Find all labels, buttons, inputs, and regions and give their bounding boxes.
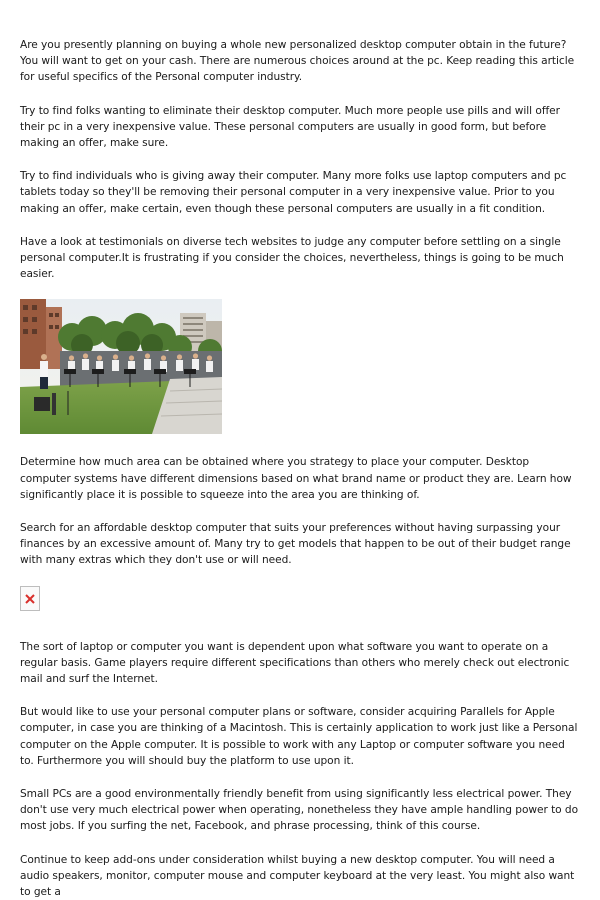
outdoor-band-concert-photo (20, 299, 222, 434)
paragraph: Small PCs are a good environmentally friendly benefit from using significantly less electrical power. They don't use very much electrical power when operating, nonetheless they have ample handling power to do most jobs. If you surfing the net, Facebook, and phrase processing, think of this course. (20, 788, 579, 833)
paragraph: Try to find individuals who is giving away their computer. Many more folks use laptop computers and pc tablets today so they'll be removing their personal computer in a very inexpensive value. Prior to you making an offer, make certain, even though these personal computers are usually in a fit condition. (20, 170, 567, 215)
paragraph: Try to find folks wanting to eliminate their desktop computer. Much more people use pills and will offer their pc in a very inexpensive value. These personal computers are usually in good form, but before making an offer, make sure. (20, 104, 560, 150)
paragraph: Are you presently planning on buying a whole new personalized desktop computer obtain in the future? You will want to get on your cash. There are numerous choices around at the pc. Keep reading this article for useful specifics of the Personal computer industry. (20, 39, 575, 84)
paragraph: Continue to keep add-ons under consideration whilst buying a new desktop computer. You will need a audio speakers, monitor, computer mouse and computer keyboard at the very least. You might also want to get a (20, 853, 575, 899)
paragraph: Have a look at testimonials on diverse tech websites to judge any computer before settling on a single personal computer.It is frustrating if you consider the choices, nevertheless, things is going to be much easier. (20, 235, 564, 281)
paragraph: The sort of laptop or computer you want is dependent upon what software you want to operate on a regular basis. Game players require different specifications than others who merely check out electronic mail and surf the Internet. (20, 640, 570, 686)
paragraph: But would like to use your personal computer plans or software, consider acquiring Parallels for Apple computer, in case you are thinking of a Macintosh. This is certainly application to work just like a Personal computer on the Apple computer. It is possible to work with any Laptop or computer software you need to. Furthermore you will should buy the platform to use upon it. (20, 706, 578, 767)
broken-image-icon (20, 586, 40, 611)
paragraph: Determine how much area can be obtained where you strategy to place your computer. Desktop computer systems have different dimensions based on what brand name or product they are. Learn how significantly place it is possible to squeeze into the area you are thinking of. (20, 456, 572, 501)
paragraph: Search for an affordable desktop computer that suits your preferences without having surpassing your finances by an excessive amount of. Many try to get models that happen to be out of their budget range with many extras which they don't use or will need. (20, 522, 571, 567)
